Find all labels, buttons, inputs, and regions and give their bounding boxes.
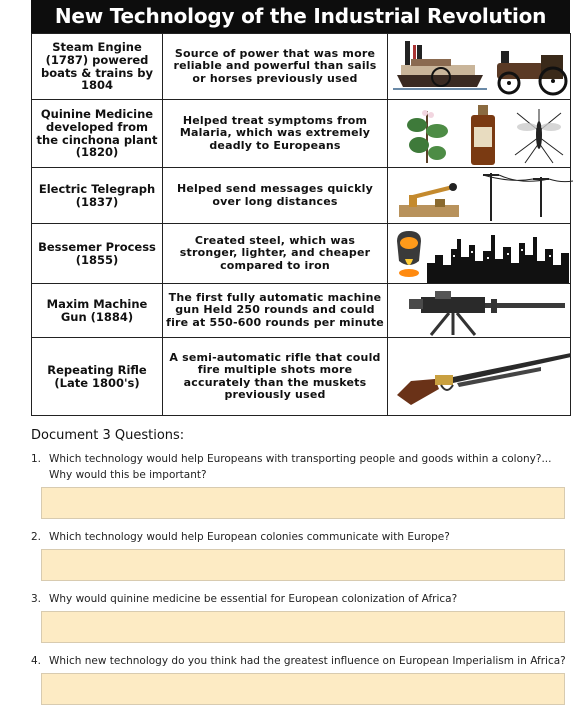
- technology-description: Helped send messages quickly over long distances: [163, 168, 388, 224]
- technology-name: Electric Telegraph (1837): [32, 168, 163, 224]
- technology-name: Steam Engine (1787) powered boats & trains by 1804: [32, 34, 163, 100]
- quinine-image: [388, 100, 571, 168]
- question-3: [31, 591, 570, 607]
- steam-engine-image: [388, 34, 571, 100]
- technology-name: Quinine Medicine developed from the cinchona plant (1820): [32, 100, 163, 168]
- technology-description: A semi-automatic rifle that could fire multiple shots more accurately than the muskets previously used: [163, 338, 388, 416]
- technology-description: The first fully automatic machine gun Held 250 rounds and could fire at 550-600 rounds per minute: [163, 284, 388, 338]
- table-row: [32, 34, 571, 100]
- table-row: [32, 338, 571, 416]
- table-row: [32, 224, 571, 284]
- answer-field-4[interactable]: [41, 673, 565, 705]
- question-text: Which technology would help European colonies communicate with Europe?: [49, 531, 450, 543]
- technology-description: Created steel, which was stronger, lighter, and cheaper compared to iron: [163, 224, 388, 284]
- question-number: 3.: [31, 593, 42, 605]
- repeating-rifle-image: [388, 338, 571, 416]
- question-number: 1.: [31, 453, 42, 465]
- table-row: [32, 100, 571, 168]
- technology-name: Bessemer Process (1855): [32, 224, 163, 284]
- bessemer-process-image: [388, 224, 571, 284]
- answer-field-2[interactable]: [41, 549, 565, 581]
- document-questions: [31, 428, 570, 705]
- question-text: Which new technology do you think had the greatest influence on European Imperialism in Africa?: [49, 655, 566, 667]
- answer-field-3[interactable]: [41, 611, 565, 643]
- telegraph-image: [388, 168, 571, 224]
- table-row: [32, 284, 571, 338]
- table-row: [32, 168, 571, 224]
- page-title: New Technology of the Industrial Revolution: [31, 0, 570, 33]
- question-number: 2.: [31, 531, 42, 543]
- question-text: Why would quinine medicine be essential for European colonization of Africa?: [49, 593, 458, 605]
- technology-description: Helped treat symptoms from Malaria, which was extremely deadly to Europeans: [163, 100, 388, 168]
- question-text: Which technology would help Europeans with transporting people and goods within a colony?... Why would this be important?: [49, 453, 552, 481]
- technology-table: [31, 33, 571, 416]
- question-4: [31, 653, 570, 669]
- questions-title: Document 3 Questions:: [31, 428, 185, 443]
- machine-gun-image: [388, 284, 571, 338]
- answer-field-1[interactable]: [41, 487, 565, 519]
- question-number: 4.: [31, 655, 42, 667]
- technology-name: Maxim Machine Gun (1884): [32, 284, 163, 338]
- question-1: [31, 451, 570, 483]
- technology-name: Repeating Rifle (Late 1800's): [32, 338, 163, 416]
- question-2: [31, 529, 570, 545]
- technology-description: Source of power that was more reliable and powerful than sails or horses previously used: [163, 34, 388, 100]
